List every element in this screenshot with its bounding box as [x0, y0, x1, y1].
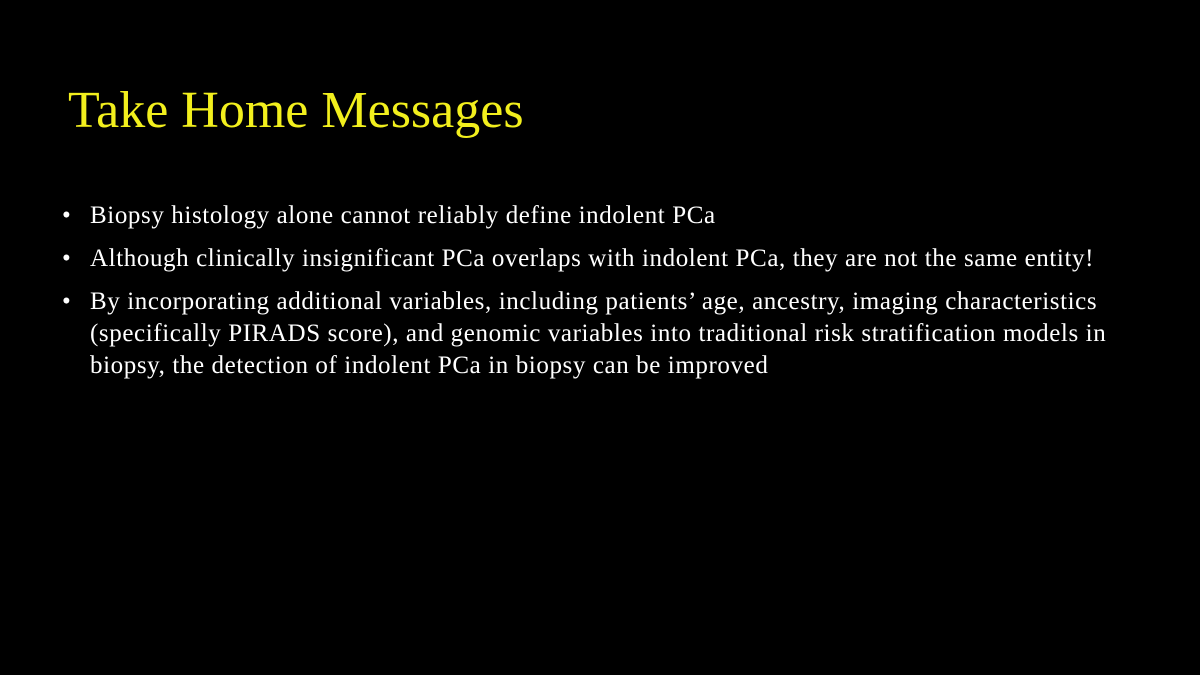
- bullet-item: [62, 243, 1142, 275]
- bullet-text: Biopsy histology alone cannot reliably define indolent PCa: [90, 202, 716, 229]
- bullet-item: [62, 200, 1142, 232]
- bullet-dot-icon: •: [62, 202, 71, 229]
- bullet-dot-icon: •: [62, 245, 71, 272]
- bullet-item: [62, 286, 1142, 382]
- bullet-list: [62, 200, 1142, 393]
- bullet-text: By incorporating additional variables, including patients’ age, ancestry, imaging characteristics (specifically PIRADS score), and genomic variables into traditional risk stratification models in biopsy, the detection of indolent PCa in biopsy can be improved: [90, 288, 1107, 379]
- bullet-text: Although clinically insignificant PCa overlaps with indolent PCa, they are not the same entity!: [90, 245, 1095, 272]
- bullet-dot-icon: •: [62, 288, 71, 315]
- slide-title: Take Home Messages: [68, 82, 524, 139]
